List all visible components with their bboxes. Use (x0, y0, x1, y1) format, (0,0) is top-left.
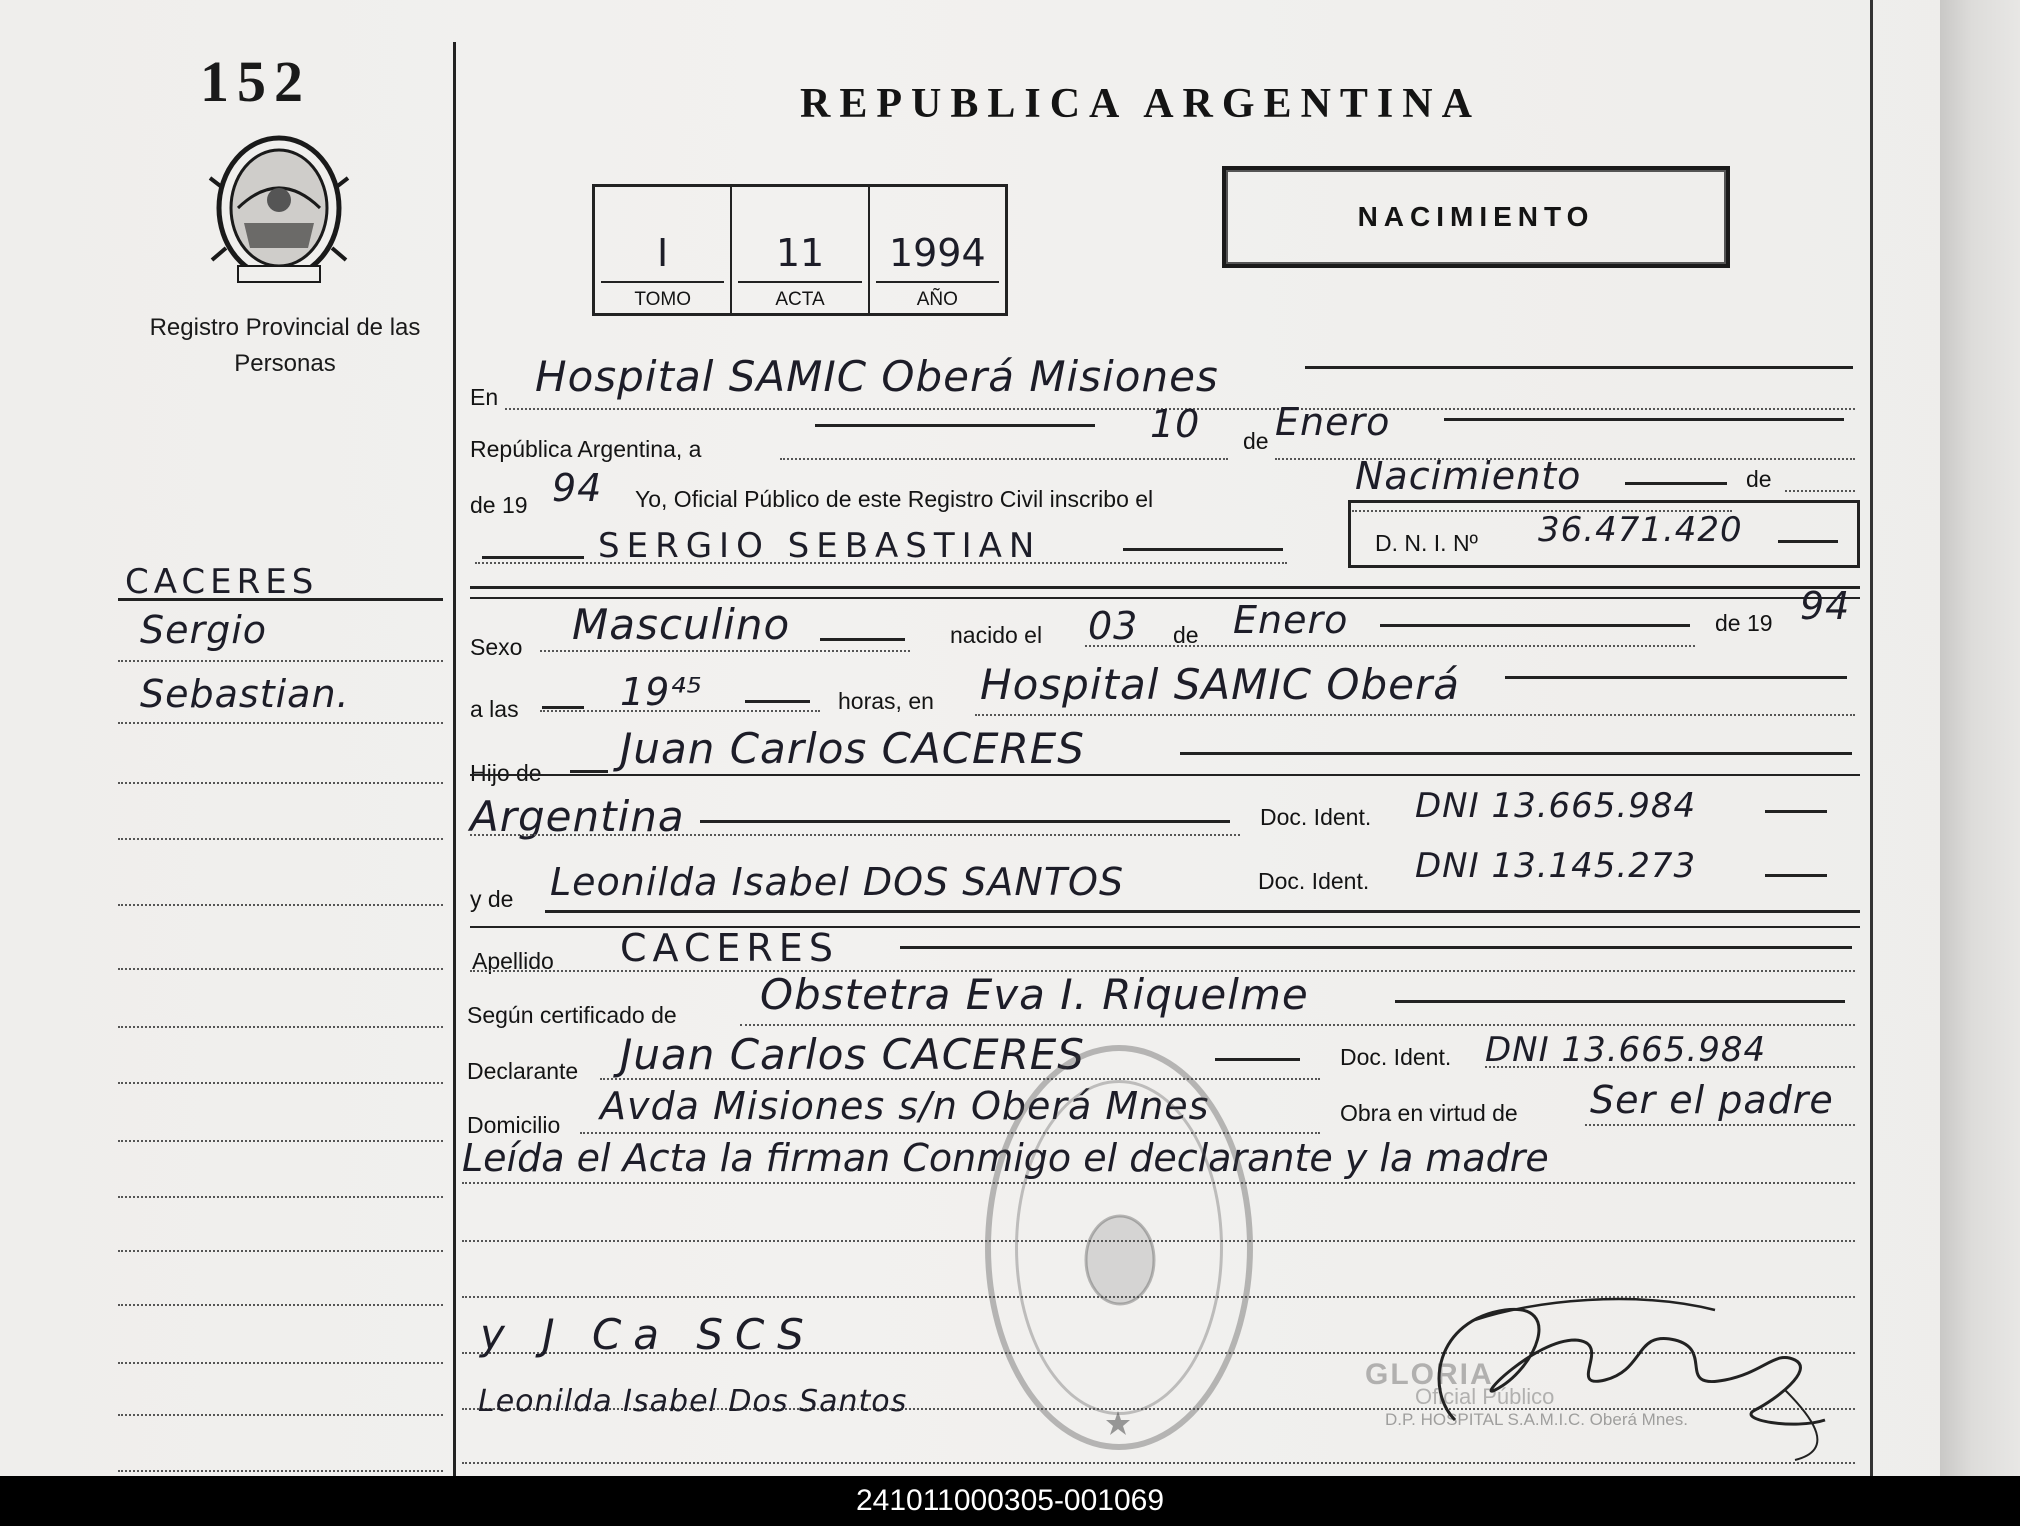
margin-line (118, 1304, 443, 1306)
margin-line (118, 838, 443, 840)
time-dash-left (542, 706, 584, 709)
nationality-line (470, 834, 1240, 836)
margin-second-name: Sebastian. (140, 672, 350, 716)
de-19-label-2: de 19 (1715, 610, 1773, 636)
doc-ident-label: Doc. Ident. (1260, 804, 1372, 830)
country-title: REPUBLICA ARGENTINA (800, 81, 1481, 127)
y-de-label: y de (470, 886, 514, 912)
birth-line (1085, 645, 1695, 647)
dni-value: 36.471.420 (1538, 510, 1743, 550)
apellido-value: CACERES (620, 926, 839, 970)
province-emblem (208, 128, 350, 288)
declarante-label: Declarante (467, 1058, 579, 1084)
acta-label: ACTA (738, 281, 861, 311)
birth-year-suffix: 94 (1800, 584, 1851, 628)
footer-id: 241011000305-001069 (0, 1476, 2020, 1526)
margin-line (118, 1470, 443, 1472)
obra-line (1585, 1124, 1855, 1126)
de-19-label: de 19 (470, 492, 528, 518)
folio-number: 152 (200, 49, 311, 114)
margin-line (118, 1026, 443, 1028)
en-label: En (470, 384, 499, 410)
segun-label: Según certificado de (467, 1002, 677, 1028)
official-name: GLORIA (1365, 1358, 1494, 1391)
margin-line (118, 1196, 443, 1198)
place-dash (1305, 366, 1853, 369)
birth-month: Enero (1233, 598, 1349, 642)
right-border-line (1870, 0, 1873, 1476)
ano-label: AÑO (876, 281, 999, 311)
nacido-label: nacido el (950, 622, 1043, 648)
oficial-text: Yo, Oficial Público de este Registro Civil inscribo el (635, 486, 1154, 512)
birth-day: 03 (1088, 604, 1139, 648)
father-name: Juan Carlos CACERES (620, 724, 1085, 773)
declarante-doc-line (1485, 1066, 1855, 1068)
margin-line (118, 968, 443, 970)
registry-name: Registro Provincial de las Personas (149, 314, 421, 377)
record-type-box: NACIMIENTO (1222, 166, 1730, 268)
closing-text: Leída el Acta la firman Conmigo el declarante y la madre (462, 1136, 1549, 1180)
certificado-value: Obstetra Eva I. Riquelme (760, 970, 1309, 1019)
margin-first-name: Sergio (140, 608, 268, 652)
margin-line (118, 782, 443, 784)
time-dash-right (745, 700, 810, 703)
a-las-label: a las (470, 696, 519, 722)
margin-line (118, 722, 443, 724)
sexo-dash (820, 638, 905, 641)
horas-label: horas, en (838, 688, 934, 714)
birth-place-line (975, 714, 1855, 716)
father-underline (470, 774, 1860, 776)
sexo-value: Masculino (572, 600, 791, 649)
declarante-line (600, 1078, 1320, 1080)
doc-ident-label-2: Doc. Ident. (1258, 868, 1370, 894)
month-value: Enero (1275, 400, 1391, 444)
sexo-label: Sexo (470, 634, 523, 660)
name-line (475, 562, 1287, 564)
child-name: SERGIO SEBASTIAN (598, 526, 1042, 566)
father-nationality: Argentina (470, 792, 685, 841)
name-dash-left (482, 556, 584, 559)
page-edge (1940, 0, 2020, 1476)
mother-doc: DNI 13.145.273 (1415, 846, 1697, 886)
section-rule (470, 586, 1860, 599)
margin-surname: CACERES (125, 562, 319, 602)
margin-line (118, 660, 443, 662)
time-line (540, 710, 820, 712)
mother-signature: Leonilda Isabel Dos Santos (478, 1384, 908, 1419)
official-signature-icon (1415, 1280, 1855, 1470)
tomo-label: TOMO (601, 281, 724, 311)
apellido-label: Apellido (472, 948, 554, 974)
declarante-doc: DNI 13.665.984 (1485, 1030, 1767, 1070)
birth-place: Hospital SAMIC Oberá (980, 660, 1460, 709)
ano-value: 1994 (888, 231, 986, 275)
obra-label: Obra en virtud de (1340, 1100, 1518, 1126)
de-label-3: de (1173, 622, 1199, 648)
acta-cell (732, 187, 869, 313)
mother-name: Leonilda Isabel DOS SANTOS (550, 860, 1125, 904)
declarante-dash (1215, 1058, 1300, 1061)
certificado-line (740, 1024, 1855, 1026)
margin-line (118, 1140, 443, 1142)
day-value: 10 (1150, 402, 1201, 446)
seal-star-icon (1105, 1410, 1131, 1436)
father-signature: y J Ca SCS (480, 1310, 816, 1359)
month-dash (1444, 418, 1844, 421)
hijo-label: Hijo de (470, 760, 542, 786)
official-role: Oficial Público (1415, 1384, 1555, 1409)
seal-emblem-icon (1080, 1210, 1160, 1310)
obra-value: Ser el padre (1590, 1078, 1834, 1122)
official-office: D.P. HOSPITAL S.A.M.I.C. Oberá Mnes. (1385, 1410, 1688, 1429)
ano-cell (870, 187, 1005, 313)
margin-line (118, 1414, 443, 1416)
doc-ident-label-3: Doc. Ident. (1340, 1044, 1452, 1070)
dni-label: D. N. I. Nº (1375, 530, 1478, 556)
day-dash (815, 424, 1095, 427)
act-kind-dash (1625, 482, 1727, 485)
birth-dash (1380, 624, 1690, 627)
margin-line (118, 1362, 443, 1364)
declarante-value: Juan Carlos CACERES (620, 1030, 1085, 1079)
mother-doc-dash (1765, 874, 1827, 877)
nationality-dash (700, 820, 1230, 823)
father-dash (570, 770, 608, 773)
de-label-2: de (1746, 466, 1772, 492)
act-kind-value: Nacimiento (1355, 454, 1582, 498)
margin-line (118, 1082, 443, 1084)
father-doc-dash (1765, 810, 1827, 813)
day-line (780, 458, 1228, 460)
sexo-line (540, 650, 910, 652)
certificado-dash (1395, 1000, 1845, 1003)
acta-value: 11 (775, 231, 825, 275)
name-dash-right (1123, 548, 1283, 551)
margin-line (118, 1250, 443, 1252)
domicilio-value: Avda Misiones s/n Oberá Mnes (600, 1084, 1210, 1128)
de-label: de (1243, 428, 1269, 454)
tomo-value: I (657, 231, 669, 275)
tomo-cell (595, 187, 732, 313)
domicilio-label: Domicilio (467, 1112, 561, 1138)
year-suffix: 94 (552, 466, 603, 510)
margin-line (118, 904, 443, 906)
dni-dash (1778, 540, 1838, 543)
republica-label: República Argentina, a (470, 436, 702, 462)
column-divider (453, 42, 456, 1476)
mother-underline (545, 910, 1860, 913)
place-value: Hospital SAMIC Oberá Misiones (535, 352, 1219, 401)
birth-place-dash (1505, 676, 1847, 679)
registration-table (592, 184, 1008, 316)
birth-time: 19⁴⁵ (620, 670, 703, 714)
apellido-line (900, 946, 1852, 949)
act-kind-line-2 (1785, 490, 1855, 492)
father-line (1180, 752, 1852, 755)
father-doc: DNI 13.665.984 (1415, 786, 1697, 826)
